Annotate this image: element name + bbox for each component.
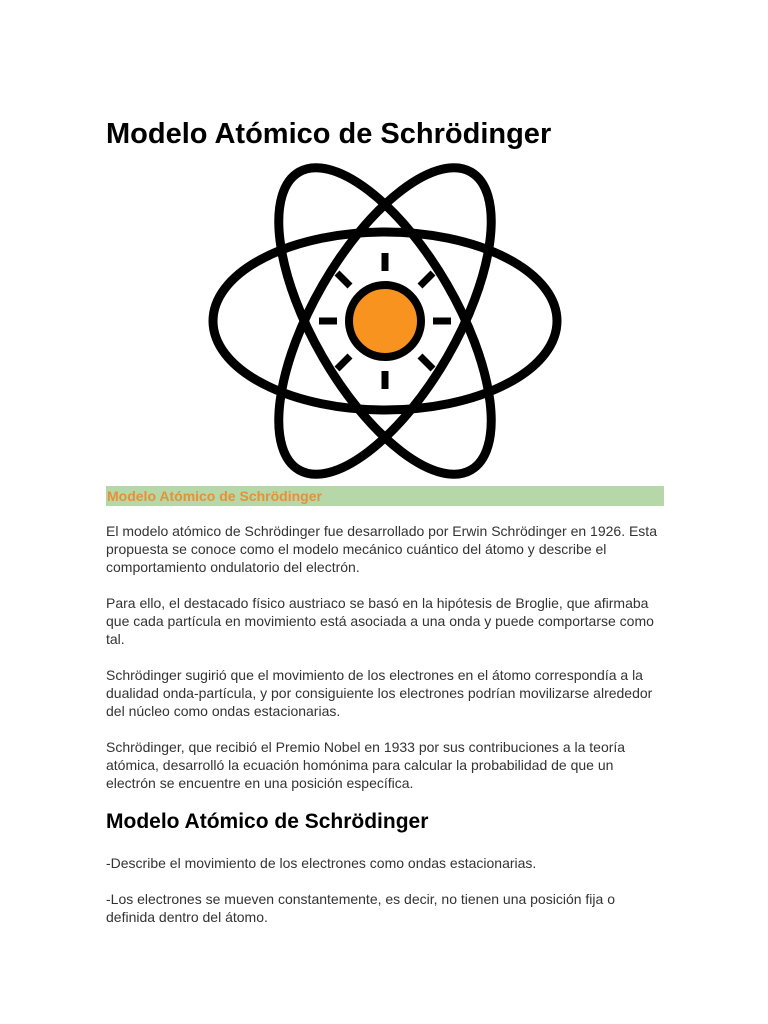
section-subtitle: Modelo Atómico de Schrödinger xyxy=(106,810,429,833)
highlight-heading: Modelo Atómico de Schrödinger xyxy=(107,488,322,504)
paragraph-nobel: Schrödinger, que recibió el Premio Nobel en 1933 por sus contribuciones a la teoría atómica, desarrolló la ecuación homónima para calcular la probabilidad de que un electrón se encuentre en una posición específica. xyxy=(106,739,626,791)
atom-icon xyxy=(205,157,565,490)
bullet-item: -Los electrones se mueven constantemente, es decir, no tienen una posición fija o definida dentro del átomo. xyxy=(106,891,615,925)
paragraph-broglie: Para ello, el destacado físico austriaco se basó en la hipótesis de Broglie, que afirmaba que cada partícula en movimiento está asociada a una onda y puede comportarse como tal. xyxy=(106,595,654,647)
paragraph-intro: El modelo atómico de Schrödinger fue desarrollado por Erwin Schrödinger en 1926. Esta propuesta se conoce como el modelo mecánico cuántico del átomo y describe el comportamiento ondulatorio del electrón. xyxy=(106,523,657,575)
paragraph-duality: Schrödinger sugirió que el movimiento de los electrones en el átomo correspondía a la dualidad onda-partícula, y por consiguiente los electrones podrían movilizarse alrededor del núcleo como ondas estacionarias. xyxy=(106,667,653,719)
bullet-item: -Describe el movimiento de los electrones como ondas estacionarias. xyxy=(106,855,537,871)
page-title: Modelo Atómico de Schrödinger xyxy=(106,118,552,150)
nucleus xyxy=(349,285,421,357)
